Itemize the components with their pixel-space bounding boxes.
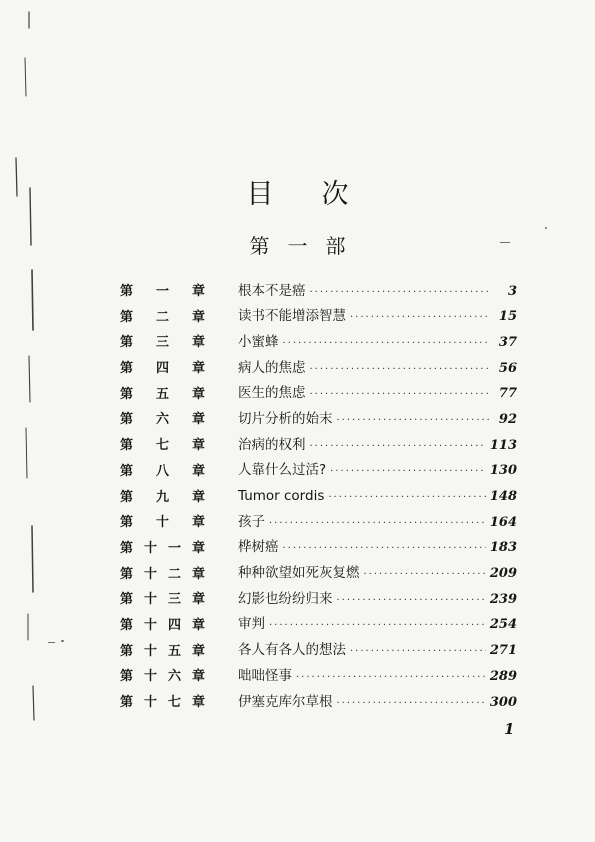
dot-leader (283, 536, 486, 562)
chapter-title: 咄咄怪事 (238, 667, 292, 684)
toc-row (120, 587, 517, 613)
chapter-label-char: 第 (120, 566, 134, 582)
scan-speck (545, 227, 547, 229)
chapter-label-char: 五 (155, 386, 169, 402)
chapter-label-char: 章 (191, 540, 205, 556)
chapter-label-char: 十 (143, 669, 157, 685)
chapter-page-number: 77 (498, 386, 517, 402)
chapter-page-number: 3 (507, 283, 517, 299)
chapter-label-char: 章 (191, 463, 205, 479)
chapter-label (120, 433, 205, 459)
toc-row (120, 613, 517, 639)
chapter-page-number: 183 (489, 540, 517, 556)
chapter-page-number: 113 (489, 437, 517, 453)
scan-speck (48, 642, 55, 643)
chapter-page-number: 254 (489, 617, 517, 633)
chapter-label-char: 二 (155, 309, 169, 325)
chapter-label-char: 七 (155, 438, 169, 454)
dot-leader (310, 357, 490, 383)
chapter-label (120, 459, 205, 485)
chapter-page-number: 239 (489, 591, 517, 607)
chapter-label-char: 三 (167, 592, 181, 608)
chapter-title: 医生的焦虑 (238, 385, 306, 402)
toc-row (120, 382, 517, 408)
chapter-label-char: 十 (143, 617, 157, 633)
dot-leader (310, 382, 490, 408)
chapter-page-number: 289 (489, 668, 517, 684)
chapter-label-char: 章 (191, 643, 205, 659)
toc-row (120, 433, 517, 459)
toc-row (120, 356, 517, 382)
toc-row (120, 562, 517, 588)
chapter-label (120, 356, 205, 382)
chapter-label-char: 七 (167, 695, 181, 710)
toc-row (120, 459, 517, 485)
dot-leader (337, 588, 486, 614)
chapter-label (120, 330, 205, 356)
chapter-label-char: 十 (143, 566, 157, 582)
chapter-title: 种种欲望如死灰复燃 (238, 565, 360, 582)
toc-row (120, 510, 517, 536)
chapter-label (120, 587, 205, 613)
dot-leader (337, 691, 486, 717)
toc-row (120, 664, 517, 690)
chapter-label-char: 章 (191, 566, 205, 582)
chapter-label (120, 407, 205, 433)
chapter-page-number: 56 (498, 360, 517, 376)
chapter-label-char: 第 (120, 695, 134, 710)
chapter-label-char: 章 (191, 386, 205, 402)
chapter-title: 幻影也纷纷归来 (238, 590, 333, 607)
toc-row (120, 330, 517, 356)
chapter-title: 审判 (238, 616, 265, 633)
dot-leader (296, 665, 486, 691)
chapter-label-char: 十 (143, 592, 157, 608)
dot-leader (310, 280, 490, 306)
chapter-page-number: 164 (489, 514, 517, 530)
dot-leader (364, 562, 486, 588)
chapter-label-char: 二 (167, 566, 181, 582)
chapter-title: Tumor cordis (238, 488, 325, 504)
scan-binding-edge (10, 0, 40, 842)
chapter-label-char: 第 (120, 515, 134, 531)
toc-row (120, 485, 517, 511)
dot-leader (269, 511, 486, 537)
chapter-label (120, 279, 205, 305)
chapter-label-char: 第 (120, 489, 134, 505)
chapter-label-char: 第 (120, 386, 134, 402)
chapter-label-char: 章 (191, 515, 205, 531)
chapter-label-char: 第 (120, 438, 134, 454)
chapter-label-char: 章 (191, 617, 205, 633)
chapter-label (120, 639, 205, 665)
part-title: 第一部 (249, 234, 364, 258)
dot-leader (337, 408, 490, 434)
chapter-label-char: 章 (191, 489, 205, 505)
chapter-label-char: 章 (191, 412, 205, 428)
chapter-label-char: 八 (155, 463, 169, 479)
chapter-label-char: 章 (191, 284, 205, 299)
toc-row (120, 279, 517, 305)
toc-row (120, 305, 517, 331)
chapter-label (120, 382, 205, 408)
chapter-page-number: 92 (498, 411, 517, 427)
dot-leader (350, 305, 489, 331)
toc-row (120, 407, 517, 433)
chapter-label (120, 562, 205, 588)
chapter-label-char: 十 (143, 540, 157, 556)
chapter-page-number: 130 (489, 463, 517, 479)
chapter-title: 根本不是癌 (238, 282, 306, 299)
chapter-label-char: 三 (155, 335, 169, 351)
dot-leader (328, 485, 486, 511)
chapter-page-number: 15 (498, 309, 517, 325)
chapter-label-char: 第 (120, 540, 134, 556)
chapter-page-number: 300 (489, 694, 517, 710)
dot-leader (350, 639, 486, 665)
toc-row (120, 536, 517, 562)
chapter-label-char: 第 (120, 617, 134, 633)
chapter-title: 读书不能增添智慧 (238, 308, 346, 325)
table-of-contents (120, 279, 517, 716)
chapter-label-char: 章 (191, 309, 205, 325)
chapter-label-char: 章 (191, 335, 205, 351)
chapter-label-char: 章 (191, 592, 205, 608)
chapter-title: 各人有各人的想法 (238, 642, 346, 659)
scan-speck (61, 640, 64, 642)
chapter-page-number: 37 (498, 334, 517, 350)
chapter-label-char: 第 (120, 284, 134, 299)
chapter-page-number: 148 (489, 489, 517, 504)
chapter-label-char: 第 (120, 463, 134, 479)
page-title: 目次 (246, 179, 397, 210)
chapter-label-char: 章 (191, 669, 205, 685)
chapter-title: 小蜜蜂 (238, 333, 279, 350)
chapter-title: 治病的权利 (238, 436, 306, 453)
chapter-label (120, 664, 205, 690)
chapter-label-char: 章 (191, 438, 205, 454)
chapter-label (120, 305, 205, 331)
toc-row (120, 639, 517, 665)
chapter-label-char: 第 (120, 643, 134, 659)
chapter-label-char: 四 (167, 617, 181, 633)
chapter-page-number: 209 (489, 566, 517, 582)
chapter-label-char: 十 (143, 695, 157, 710)
chapter-title: 孩子 (238, 513, 265, 530)
chapter-label-char: 第 (120, 361, 134, 377)
dot-leader (269, 613, 486, 639)
chapter-page-number: 271 (489, 643, 517, 659)
chapter-label-char: 九 (155, 489, 169, 505)
chapter-label (120, 613, 205, 639)
chapter-label (120, 536, 205, 562)
toc-row (120, 690, 517, 716)
chapter-label-char: 章 (191, 361, 205, 377)
chapter-title: 病人的焦虑 (238, 359, 306, 376)
chapter-label-char: 六 (167, 669, 181, 685)
chapter-title: 桦树癌 (238, 539, 279, 556)
chapter-label-char: 第 (120, 335, 134, 351)
chapter-label-char: 十 (155, 515, 169, 531)
chapter-label (120, 510, 205, 536)
chapter-label-char: 章 (191, 695, 205, 710)
chapter-label-char: 一 (167, 540, 181, 556)
dot-leader (283, 331, 490, 357)
chapter-title: 切片分析的始末 (238, 410, 333, 427)
chapter-label-char: 四 (155, 361, 169, 377)
chapter-label-char: 六 (155, 412, 169, 428)
chapter-label (120, 690, 205, 716)
dot-leader (330, 459, 486, 485)
chapter-label-char: 五 (167, 643, 181, 659)
chapter-label-char: 第 (120, 309, 134, 325)
chapter-label-char: 一 (155, 284, 169, 299)
chapter-label-char: 第 (120, 592, 134, 608)
page-number: 1 (504, 720, 515, 738)
chapter-title: 人靠什么过活? (238, 462, 327, 479)
chapter-label (120, 485, 205, 511)
chapter-label-char: 十 (143, 643, 157, 659)
dot-leader (310, 434, 486, 460)
chapter-title: 伊塞克库尔草根 (238, 693, 333, 710)
chapter-label-char: 第 (120, 412, 134, 428)
chapter-label-char: 第 (120, 669, 134, 685)
